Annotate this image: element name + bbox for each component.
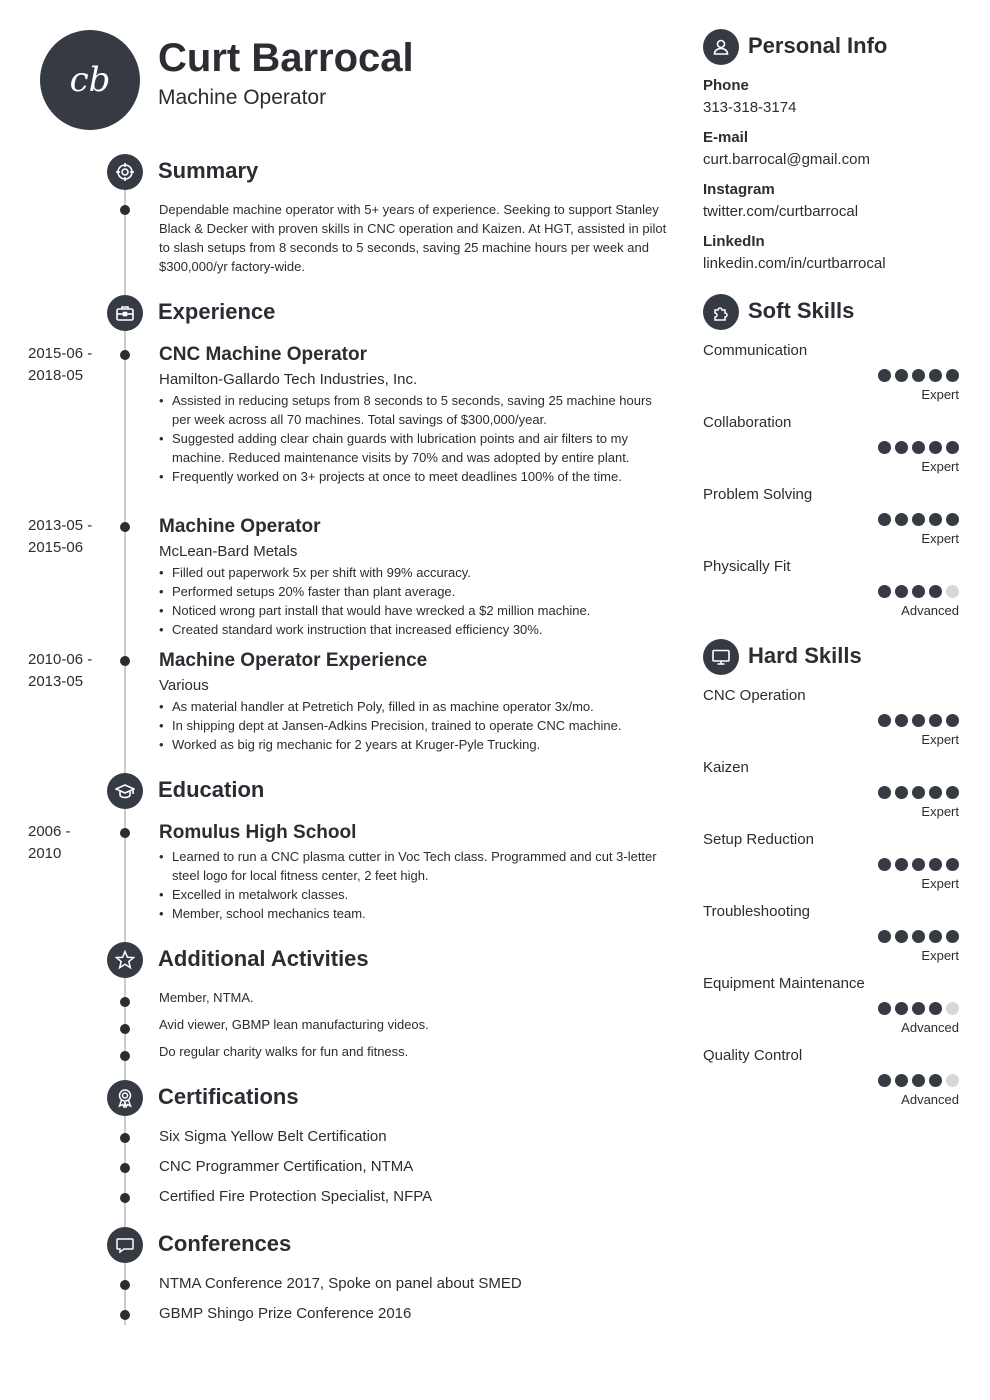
rating-dot-filled [929,1074,942,1087]
rating-dot-filled [929,930,942,943]
job-date: 2010-06 - 2013-05 [28,651,93,690]
rating-dot-filled [895,585,908,598]
list-item: NTMA Conference 2017, Spoke on panel about SMED [159,1275,522,1292]
list-item: Six Sigma Yellow Belt Certification [159,1128,387,1145]
job-bullets [159,697,669,754]
rating-dot-filled [946,714,959,727]
rating-dot-filled [878,441,891,454]
list-item: • Filled out paperwork 5x per shift with 99% accuracy. [159,563,669,582]
info-value-linkedin[interactable]: linkedin.com/in/curtbarrocal [703,255,886,272]
skill-rating [878,786,959,799]
rating-dot-empty [946,1002,959,1015]
section-title-conferences: Conferences [158,1231,292,1256]
rating-dot-filled [946,858,959,871]
target-icon [107,154,143,190]
list-item: Do regular charity walks for fun and fitness. [159,1044,409,1059]
list-item: • Performed setups 20% faster than plant average. [159,582,669,601]
rating-dot-filled [946,369,959,382]
list-item: • Learned to run a CNC plasma cutter in Voc Tech class. Programmed and cut 3-letter steel logo for local fitness center, 2 feet high. [159,847,669,885]
rating-dot-filled [912,786,925,799]
rating-dot-filled [929,369,942,382]
rating-dot-filled [912,1074,925,1087]
job-title: Machine Operator [159,516,321,537]
skill-rating [878,513,959,526]
rating-dot-filled [946,441,959,454]
star-icon [107,942,143,978]
skill-name: Collaboration [703,414,792,431]
rating-dot-filled [895,369,908,382]
skill-name: Setup Reduction [703,831,814,848]
job-title: CNC Machine Operator [159,344,367,365]
rating-dot-filled [895,786,908,799]
job-company: McLean-Bard Metals [159,543,298,560]
section-title-summary: Summary [158,158,259,183]
job-date: 2013-05 - 2015-06 [28,517,93,556]
job-company: Hamilton-Gallardo Tech Industries, Inc. [159,371,418,388]
rating-dot-filled [878,930,891,943]
rating-dot-filled [878,369,891,382]
skill-rating [878,1074,959,1087]
skill-level: Advanced [901,1020,959,1035]
user-icon [703,29,739,65]
list-item: • Frequently worked on 3+ projects at once to meet deadlines 100% of the time. [159,467,669,486]
job-title: Machine Operator Experience [159,650,428,671]
rating-dot-filled [912,1002,925,1015]
monogram-text: cb [69,60,111,100]
section-title-soft-skills: Soft Skills [748,298,855,323]
list-item: GBMP Shingo Prize Conference 2016 [159,1305,412,1322]
info-label-linkedin: LinkedIn [703,233,765,250]
info-value-instagram[interactable]: twitter.com/curtbarrocal [703,203,859,220]
list-item: • Member, school mechanics team. [159,904,669,923]
rating-dot-filled [946,513,959,526]
skill-rating [878,441,959,454]
rating-dot-filled [929,585,942,598]
skill-name: CNC Operation [703,687,806,704]
section-title-education: Education [158,777,265,802]
rating-dot-filled [895,930,908,943]
list-item: • In shipping dept at Jansen-Adkins Precision, trained to operate CNC machine. [159,716,669,735]
rating-dot-filled [929,858,942,871]
rating-dot-filled [878,714,891,727]
monogram-avatar [40,30,140,130]
skill-rating [878,930,959,943]
section-title-hard-skills: Hard Skills [748,643,862,668]
skill-name: Kaizen [703,759,749,776]
timeline-dot [120,1133,130,1143]
rating-dot-filled [895,1074,908,1087]
timeline-dot [120,1051,130,1061]
award-icon [107,1080,143,1116]
list-item: • Created standard work instruction that increased efficiency 30%. [159,620,669,639]
summary-text: Dependable machine operator with 5+ years of experience. Seeking to support Stanley Black & Decker with proven skills in CNC operation and Kaizen. At HGT, assisted in pilot to slash setups from 8 seconds to 5 seconds, saving 25 machine hours per week and $300,000/yr factory-wide. [159,202,667,274]
list-item: Certified Fire Protection Specialist, NFPA [159,1188,433,1205]
skill-name: Troubleshooting [703,903,811,920]
rating-dot-filled [946,930,959,943]
rating-dot-filled [929,1002,942,1015]
rating-dot-empty [946,585,959,598]
education-date: 2006 - 2010 [28,823,71,862]
rating-dot-empty [946,1074,959,1087]
rating-dot-filled [878,1002,891,1015]
timeline-dot [120,1163,130,1173]
briefcase-icon [107,295,143,331]
timeline-dot [120,522,130,532]
timeline-dot [120,1280,130,1290]
info-value-phone[interactable]: 313-318-3174 [703,99,797,116]
job-bullets [159,563,669,639]
list-item: CNC Programmer Certification, NTMA [159,1158,414,1175]
skill-level: Expert [921,948,959,963]
timeline-dot [120,205,130,215]
skill-level: Expert [921,732,959,747]
rating-dot-filled [895,1002,908,1015]
info-value-email[interactable]: curt.barrocal@gmail.com [703,151,870,168]
skill-level: Expert [921,459,959,474]
rating-dot-filled [878,786,891,799]
timeline-dot [120,1193,130,1203]
rating-dot-filled [895,441,908,454]
skill-level: Expert [921,531,959,546]
skill-rating [878,858,959,871]
section-title-certifications: Certifications [158,1084,299,1109]
candidate-name: Curt Barrocal [158,36,414,80]
info-label-email: E-mail [703,129,749,146]
puzzle-piece-icon [703,294,739,330]
skill-rating [878,369,959,382]
rating-dot-filled [912,858,925,871]
skill-name: Quality Control [703,1047,803,1064]
monitor-icon [703,639,739,675]
rating-dot-filled [946,786,959,799]
rating-dot-filled [878,513,891,526]
school-name: Romulus High School [159,822,357,843]
list-item: • Suggested adding clear chain guards with lubrication points and air filters to my machine. Reduced maintenance visits by 70% and was adopted by entire plant. [159,429,669,467]
skill-name: Communication [703,342,808,359]
section-title-activities: Additional Activities [158,946,369,971]
speech-bubble-icon [107,1227,143,1263]
skill-name: Physically Fit [703,558,791,575]
skill-level: Expert [921,804,959,819]
skill-rating [878,585,959,598]
rating-dot-filled [912,369,925,382]
timeline-dot [120,997,130,1007]
job-company: Various [159,677,209,694]
rating-dot-filled [878,1074,891,1087]
rating-dot-filled [912,930,925,943]
skill-level: Expert [921,876,959,891]
list-item: • As material handler at Petretich Poly, filled in as machine operator 3x/mo. [159,697,669,716]
list-item: Member, NTMA. [159,990,254,1005]
rating-dot-filled [895,513,908,526]
rating-dot-filled [895,714,908,727]
info-label-instagram: Instagram [703,181,775,198]
rating-dot-filled [912,513,925,526]
rating-dot-filled [895,858,908,871]
rating-dot-filled [912,585,925,598]
skill-name: Equipment Maintenance [703,975,865,992]
education-bullets [159,847,669,923]
skill-level: Expert [921,387,959,402]
timeline-dot [120,828,130,838]
rating-dot-filled [929,441,942,454]
skill-name: Problem Solving [703,486,813,503]
info-label-phone: Phone [703,77,749,94]
list-item: • Excelled in metalwork classes. [159,885,669,904]
rating-dot-filled [878,585,891,598]
rating-dot-filled [878,858,891,871]
list-item: • Worked as big rig mechanic for 2 years at Kruger-Pyle Trucking. [159,735,669,754]
timeline-dot [120,350,130,360]
job-date: 2015-06 - 2018-05 [28,345,93,384]
timeline-dot [120,656,130,666]
skill-level: Advanced [901,603,959,618]
rating-dot-filled [912,714,925,727]
graduation-cap-icon [107,773,143,809]
skill-rating [878,714,959,727]
rating-dot-filled [912,441,925,454]
rating-dot-filled [929,786,942,799]
timeline-dot [120,1310,130,1320]
section-title-personal-info: Personal Info [748,33,888,58]
skill-level: Advanced [901,1092,959,1107]
section-title-experience: Experience [158,299,276,324]
list-item: • Noticed wrong part install that would have wrecked a $2 million machine. [159,601,669,620]
rating-dot-filled [929,513,942,526]
list-item: Avid viewer, GBMP lean manufacturing videos. [159,1017,429,1032]
rating-dot-filled [929,714,942,727]
skill-rating [878,1002,959,1015]
job-bullets [159,391,669,486]
candidate-title: Machine Operator [158,86,327,109]
timeline-dot [120,1024,130,1034]
list-item: • Assisted in reducing setups from 8 seconds to 5 seconds, saving 25 machine hours per week across all 70 machines. Total savings of $300,000/year. [159,391,669,429]
